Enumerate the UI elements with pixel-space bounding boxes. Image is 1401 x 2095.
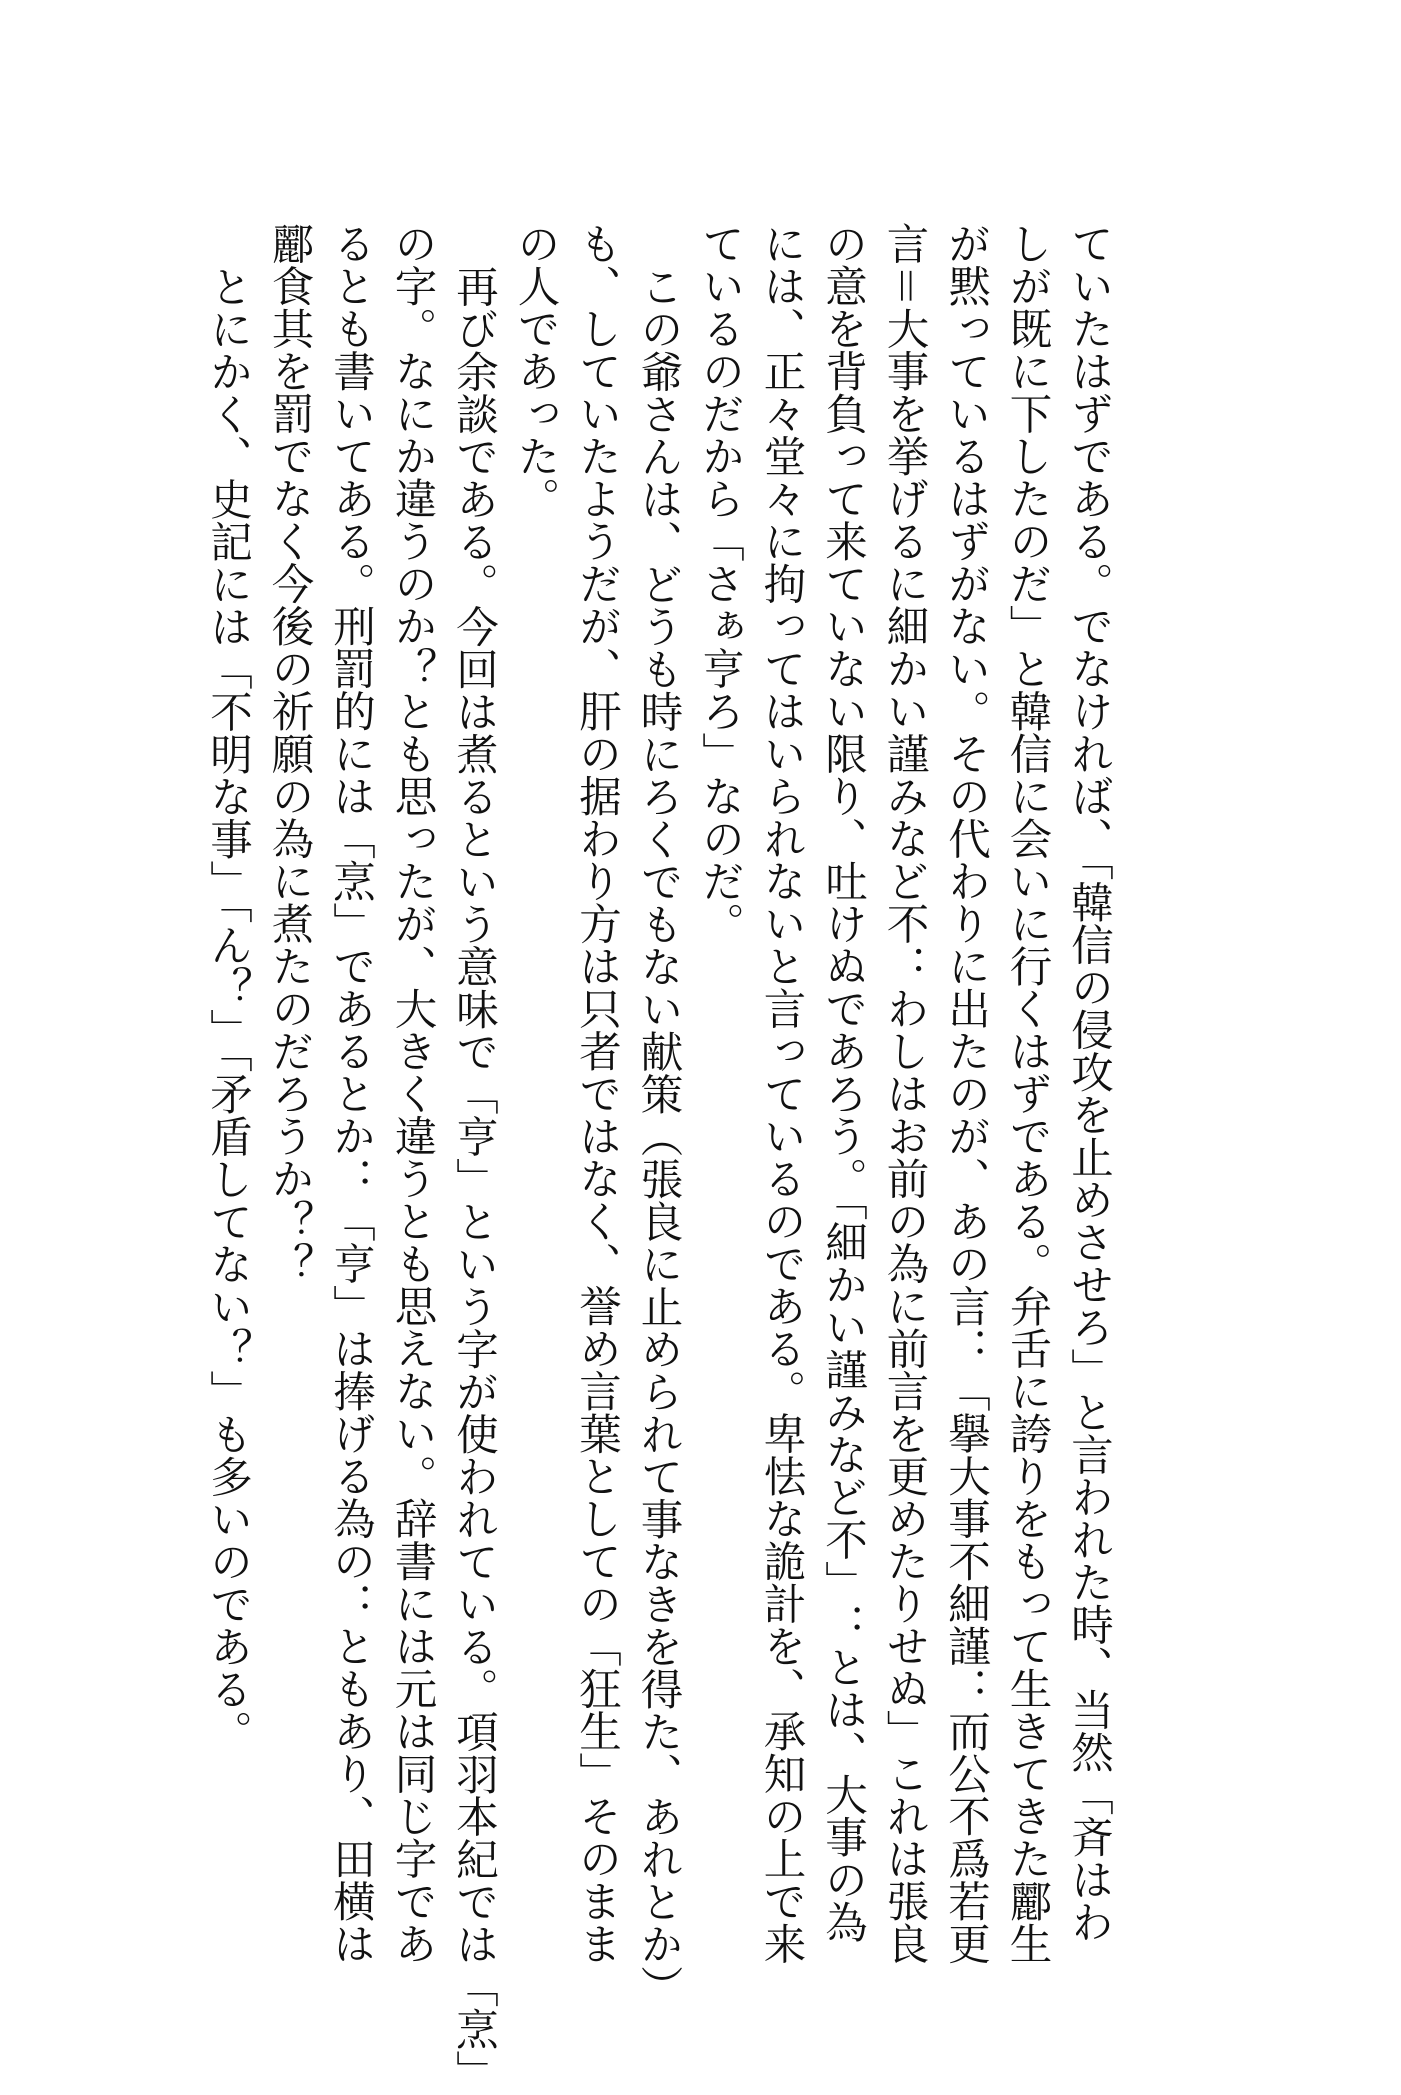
text-line: ているのだから「さぁ亨ろ」なのだ。 (695, 222, 744, 945)
paragraph-start-line: 再び余談である。今回は煮るという意味で「亨」という字が使われている。項羽本紀では「烹」 (449, 264, 498, 2092)
text-line: ていたはずである。でなければ、「韓信の侵攻を止めさせろ」と言われた時、当然「斉はわ (1064, 222, 1113, 1944)
text-line: も、していたようだが、肝の据わり方は只者ではなく、誉め言葉としての「狂生」そのまま (572, 222, 621, 1965)
text-line: が黙っているはずがない。その代わりに出たのが、あの言：「擧大事不細謹：而公不爲若更 (941, 222, 990, 1965)
text-line: しが既に下したのだ」と韓信に会いに行くはずである。弁舌に誇りをもって生きてきた酈生 (1002, 222, 1052, 1965)
text-line: 酈食其を罰でなく今後の祈願の為に煮たのだろうか？？ (264, 222, 314, 1285)
paragraph-start-line: とにかく、史記には「不明な事」「ん？」「矛盾してない？」も多いのである。 (203, 264, 252, 1752)
text-line: には、正々堂々に拘ってはいられないと言っているのである。卑怯な詭計を、承知の上で来 (756, 222, 806, 1965)
text-line: るとも書いてある。刑罰的には「烹」であるとか：「亨」は捧げる為の：ともあり、田横は (326, 222, 375, 1965)
text-line: の字。なにか違うのか？とも思ったが、大きく違うとも思えない。辞書には元は同じ字であ (387, 222, 437, 1965)
text-line: の意を背負って来ていない限り、吐けぬであろう。「細かい謹みなど不」：とは、大事の為 (818, 222, 867, 1944)
text-line: の人であった。 (510, 222, 560, 520)
paragraph-start-line: この爺さんは、どうも時にろくでもない献策（張良に止められて事なきを得た、あれとか） (633, 264, 683, 2007)
text-line: 言＝大事を挙げるに細かい謹みなど不：わしはお前の為に前言を更めたりせぬ」これは張良 (879, 222, 929, 1965)
vertical-text-body (197, 222, 1120, 2092)
